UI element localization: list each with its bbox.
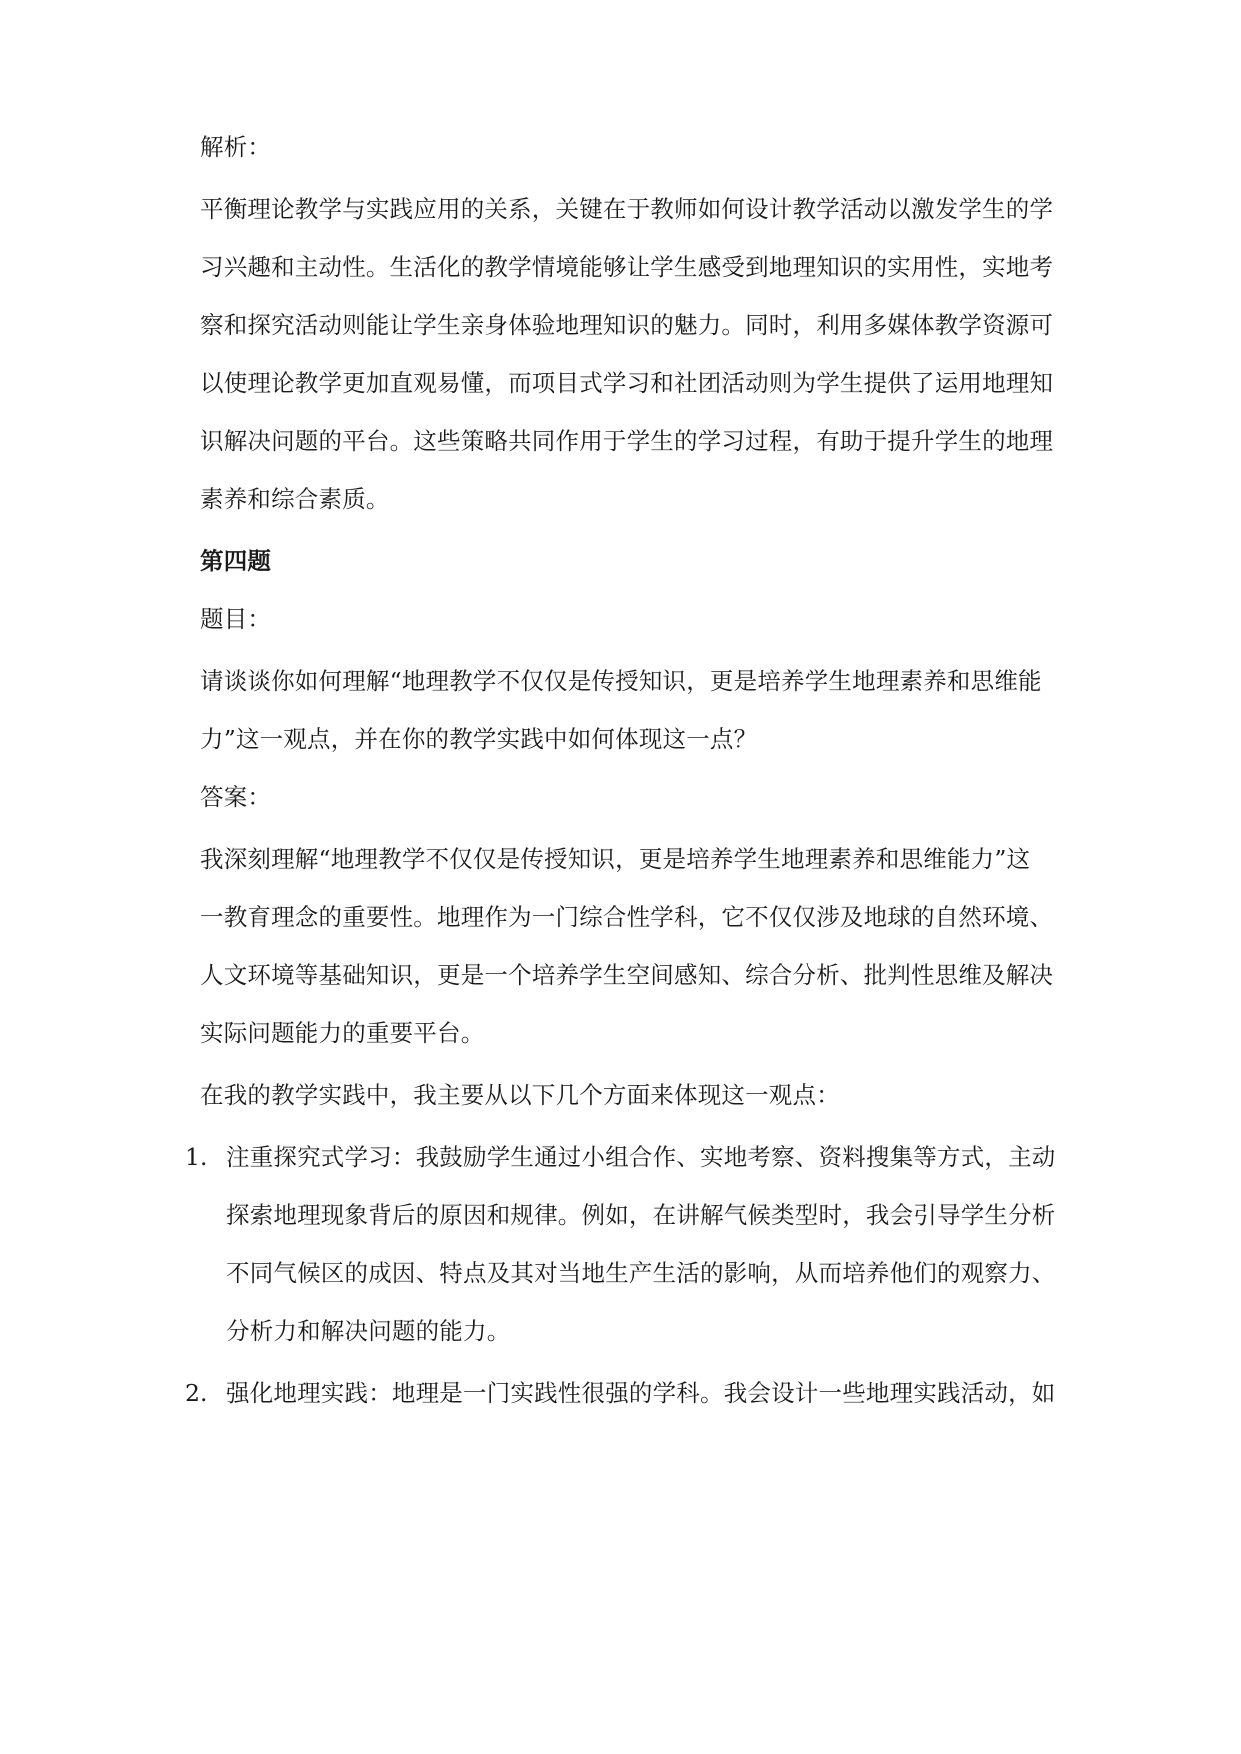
- topic-line-2: 力”这一观点，并在你的教学实践中如何体现这一点？: [200, 725, 758, 753]
- list-marker-2: 2.: [185, 1379, 208, 1407]
- answer-line-3: 人文环境等基础知识，更是一个培养学生空间感知、综合分析、批判性思维及解决: [200, 961, 1054, 989]
- topic-line-1: 请谈谈你如何理解“地理教学不仅仅是传授知识，更是培养学生地理素养和思维能: [200, 667, 1042, 695]
- analysis-line-5: 识解决问题的平台。这些策略共同作用于学生的学习过程，有助于提升学生的地理: [200, 427, 1054, 455]
- list-item-1-line-2: 探索地理现象背后的原因和规律。例如，在讲解气候类型时，我会引导学生分析: [226, 1201, 1056, 1229]
- list-item-1-line-3: 不同气候区的成因、特点及其对当地生产生活的影响，从而培养他们的观察力、: [226, 1259, 1056, 1287]
- analysis-line-2: 习兴趣和主动性。生活化的教学情境能够让学生感受到地理知识的实用性，实地考: [200, 253, 1054, 281]
- list-marker-1: 1.: [185, 1143, 208, 1171]
- answer-line-2: 一教育理念的重要性。地理作为一门综合性学科，它不仅仅涉及地球的自然环境、: [200, 903, 1054, 931]
- analysis-line-6: 素养和综合素质。: [200, 485, 390, 513]
- analysis-line-4: 以使理论教学更加直观易懂，而项目式学习和社团活动则为学生提供了运用地理知: [200, 369, 1054, 397]
- list-item-2-line-1: 强化地理实践：地理是一门实践性很强的学科。我会设计一些地理实践活动，如: [226, 1379, 1056, 1407]
- analysis-line-3: 察和探究活动则能让学生亲身体验地理知识的魅力。同时，利用多媒体教学资源可: [200, 311, 1054, 339]
- list-item-1-line-4: 分析力和解决问题的能力。: [226, 1317, 511, 1345]
- intro-line: 在我的教学实践中，我主要从以下几个方面来体现这一观点：: [200, 1081, 840, 1109]
- answer-line-1: 我深刻理解“地理教学不仅仅是传授知识，更是培养学生地理素养和思维能力”这: [200, 845, 1031, 873]
- answer-label: 答案：: [200, 783, 272, 811]
- topic-label: 题目：: [200, 605, 272, 633]
- question-4-heading: 第四题: [200, 547, 272, 575]
- analysis-line-1: 平衡理论教学与实践应用的关系，关键在于教师如何设计教学活动以激发学生的学: [200, 195, 1054, 223]
- analysis-label: 解析：: [200, 133, 272, 161]
- list-item-1-line-1: 注重探究式学习：我鼓励学生通过小组合作、实地考察、资料搜集等方式，主动: [226, 1143, 1056, 1171]
- answer-line-4: 实际问题能力的重要平台。: [200, 1019, 485, 1047]
